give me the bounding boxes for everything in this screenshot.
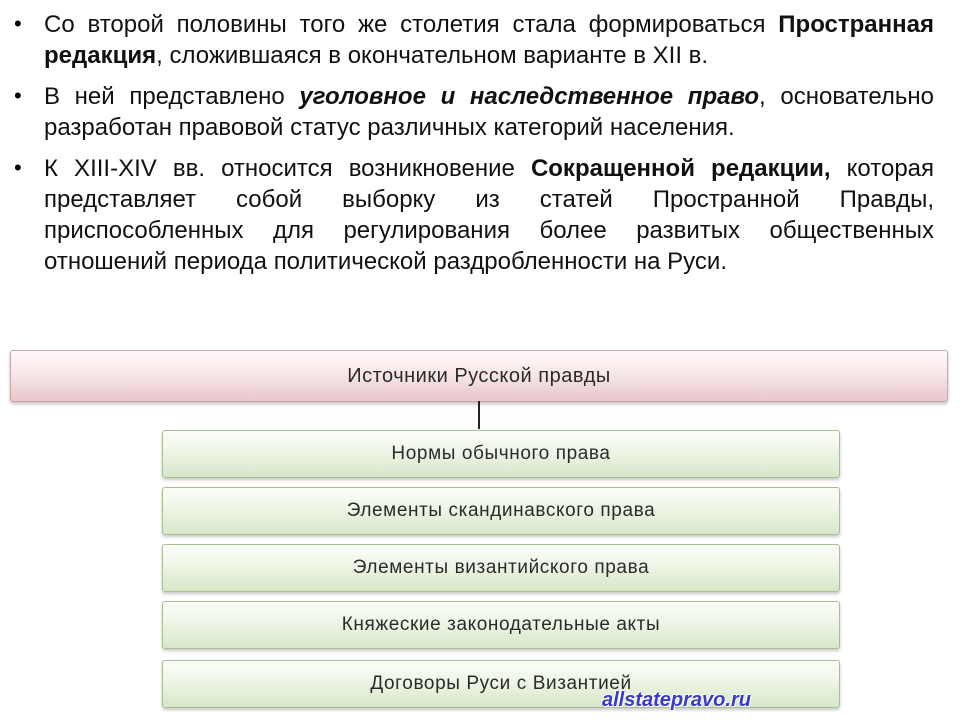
bullet-marker: • — [14, 155, 22, 180]
diagram-connector-line — [478, 401, 480, 429]
bullet-text — [44, 9, 934, 71]
diagram-item-label: Элементы скандинавского права — [346, 500, 656, 521]
bullet-item-3 — [14, 153, 934, 277]
diagram-item-box — [162, 487, 840, 535]
emphasis-bold: Сокращенной редакции, — [530, 155, 831, 182]
bullet-text — [44, 153, 934, 277]
emphasis-bold: Пространная редакция — [44, 11, 934, 69]
text-segment: которая представляет собой выборку из статей Пространной Правды, приспособленных для регулирования более развитых общественных отношений периода политической раздробленности на Руси. — [44, 155, 935, 275]
diagram-item-label: Элементы византийского права — [352, 557, 650, 578]
diagram-title-box — [10, 350, 948, 402]
bullet-marker: • — [14, 11, 22, 36]
bullet-list — [14, 9, 934, 287]
diagram-item-label: Нормы обычного права — [391, 443, 611, 464]
bullet-item-1 — [14, 9, 934, 71]
diagram-title: Источники Русской правды — [347, 364, 611, 387]
text-segment: В ней представлено — [44, 83, 300, 110]
text-segment: К XIII-XIV вв. относится возникновение — [44, 155, 531, 182]
text-segment: , основательно разработан правовой статус различных категорий населения. — [44, 83, 934, 141]
emphasis-bold-italic: уголовное и наследственное право — [299, 83, 760, 110]
diagram-item-box — [162, 601, 840, 649]
diagram-item-label: Договоры Руси с Византией — [370, 673, 632, 694]
site-watermark: allstatepravo.ru — [602, 689, 751, 711]
text-segment: Со второй половины того же столетия стала формироваться — [44, 11, 779, 38]
bullet-item-2 — [14, 81, 934, 143]
text-segment: , сложившаяся в окончательном варианте в XII в. — [156, 42, 709, 69]
diagram-item-label: Княжеские законодательные акты — [341, 614, 661, 635]
bullet-marker: • — [14, 83, 22, 108]
diagram-item-box — [162, 544, 840, 592]
diagram-item-box — [162, 430, 840, 478]
bullet-text — [44, 81, 934, 143]
